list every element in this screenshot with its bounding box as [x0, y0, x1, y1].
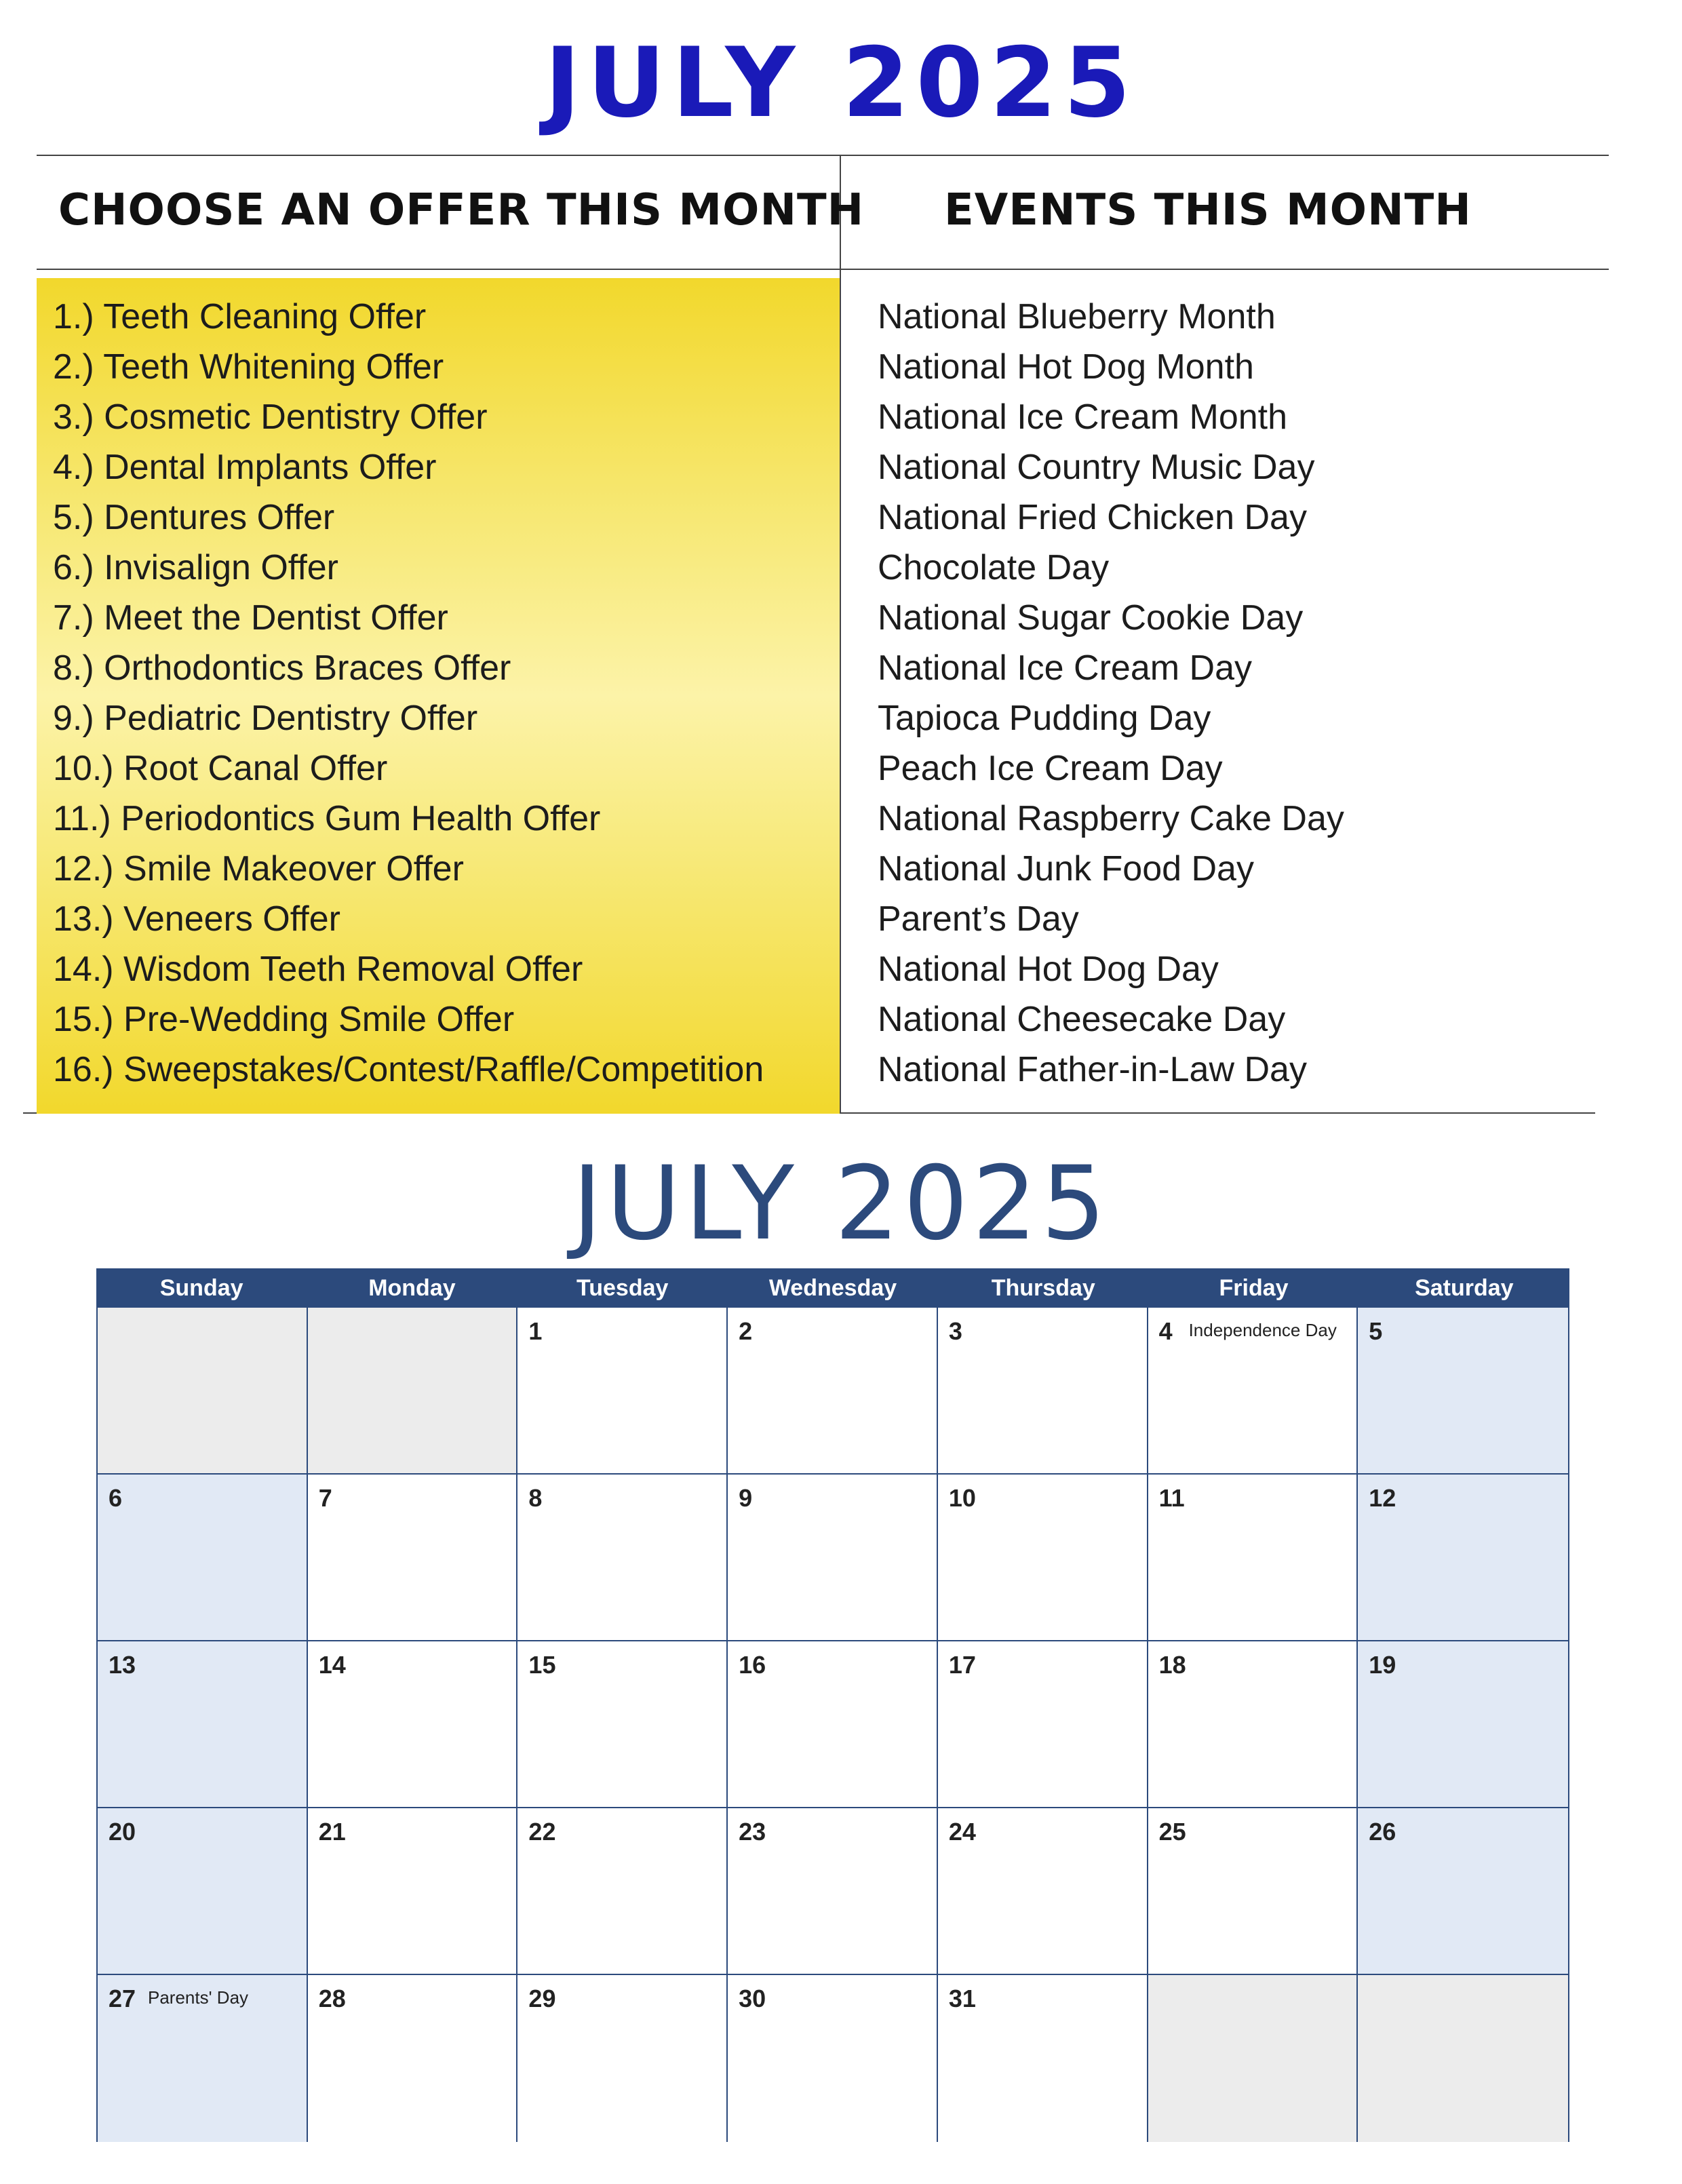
day-number: 15 — [528, 1651, 556, 1679]
table-header-rule — [37, 269, 1609, 270]
events-list — [878, 292, 1344, 1095]
event-item: National Hot Dog Month — [878, 347, 1254, 387]
calendar-day-cell — [728, 1641, 938, 1808]
day-number: 14 — [318, 1651, 346, 1679]
calendar-day-cell — [1358, 1308, 1568, 1475]
calendar-day-cell — [517, 1308, 728, 1475]
calendar-title: JULY 2025 — [572, 1145, 1110, 1263]
calendar-day-cell — [1358, 1808, 1568, 1975]
offer-item: 15.) Pre-Wedding Smile Offer — [53, 1000, 515, 1039]
calendar-day-cell — [938, 1475, 1148, 1641]
day-number: 4 — [1158, 1317, 1173, 1345]
day-number: 22 — [528, 1818, 556, 1846]
offer-item: 14.) Wisdom Teeth Removal Offer — [53, 950, 583, 989]
day-number: 11 — [1158, 1484, 1185, 1512]
offer-item: 3.) Cosmetic Dentistry Offer — [53, 397, 488, 437]
weekday-label: Friday — [1219, 1275, 1289, 1301]
day-number: 17 — [948, 1651, 976, 1679]
calendar-empty-cell — [98, 1308, 308, 1475]
calendar-day-cell — [308, 1641, 518, 1808]
offer-item: 9.) Pediatric Dentistry Offer — [53, 699, 478, 738]
calendar-day-cell — [938, 1808, 1148, 1975]
day-number: 31 — [948, 1985, 976, 2012]
calendar-day-cell — [98, 1475, 308, 1641]
event-item: National Father-in-Law Day — [878, 1050, 1307, 1089]
calendar-empty-cell — [308, 1308, 518, 1475]
calendar-day-cell — [1148, 1308, 1358, 1475]
calendar-day-cell — [938, 1975, 1148, 2142]
calendar-empty-cell — [1358, 1975, 1568, 2142]
weekday-label: Wednesday — [768, 1275, 897, 1301]
event-item: Chocolate Day — [878, 548, 1110, 587]
day-number: 25 — [1158, 1818, 1186, 1846]
event-item: National Blueberry Month — [878, 297, 1276, 336]
weekday-label: Saturday — [1415, 1275, 1514, 1301]
calendar-day-cell — [1148, 1641, 1358, 1808]
holiday-label: Parents' Day — [148, 1987, 249, 2008]
calendar-day-cell — [308, 1808, 518, 1975]
day-number: 28 — [318, 1985, 346, 2012]
events-heading: EVENTS THIS MONTH — [944, 185, 1472, 235]
weekday-label: Sunday — [159, 1275, 243, 1301]
event-item: National Ice Cream Month — [878, 397, 1288, 437]
day-number: 29 — [528, 1985, 556, 2012]
calendar-day-cell — [1148, 1808, 1358, 1975]
event-item: National Ice Cream Day — [878, 648, 1252, 688]
offer-item: 1.) Teeth Cleaning Offer — [53, 297, 427, 336]
offer-item: 6.) Invisalign Offer — [53, 548, 339, 587]
day-number: 8 — [528, 1484, 543, 1512]
day-number: 19 — [1369, 1651, 1396, 1679]
day-number: 18 — [1158, 1651, 1186, 1679]
day-number: 1 — [528, 1317, 543, 1345]
event-item: Tapioca Pudding Day — [878, 699, 1211, 738]
calendar-day-cell — [517, 1641, 728, 1808]
day-number: 5 — [1369, 1317, 1383, 1345]
event-item: National Hot Dog Day — [878, 950, 1219, 989]
day-number: 9 — [739, 1484, 753, 1512]
day-number: 30 — [739, 1985, 766, 2012]
table-top-rule — [37, 155, 1609, 156]
event-item: Parent’s Day — [878, 899, 1079, 939]
offer-item: 11.) Periodontics Gum Health Offer — [53, 799, 601, 838]
day-number: 23 — [739, 1818, 766, 1846]
offer-item: 5.) Dentures Offer — [53, 498, 335, 537]
calendar-day-cell — [517, 1475, 728, 1641]
table-column-divider — [840, 155, 841, 1114]
day-number: 7 — [318, 1484, 332, 1512]
day-number: 16 — [739, 1651, 766, 1679]
calendar-day-cell — [728, 1475, 938, 1641]
day-number: 10 — [948, 1484, 976, 1512]
day-number: 24 — [948, 1818, 976, 1846]
calendar-day-cell — [728, 1808, 938, 1975]
calendar-grid — [96, 1308, 1569, 2142]
offer-item: 16.) Sweepstakes/Contest/Raffle/Competition — [53, 1050, 764, 1089]
offer-item: 12.) Smile Makeover Offer — [53, 849, 464, 889]
offer-item: 10.) Root Canal Offer — [53, 749, 388, 788]
calendar-day-cell — [938, 1641, 1148, 1808]
calendar-empty-cell — [1148, 1975, 1358, 2142]
day-number: 3 — [948, 1317, 962, 1345]
calendar-day-cell — [308, 1975, 518, 2142]
day-number: 13 — [109, 1651, 136, 1679]
day-number: 20 — [109, 1818, 136, 1846]
day-number: 6 — [109, 1484, 123, 1512]
calendar-day-cell — [728, 1308, 938, 1475]
day-number: 2 — [739, 1317, 753, 1345]
event-item: National Cheesecake Day — [878, 1000, 1286, 1039]
offer-item: 7.) Meet the Dentist Offer — [53, 598, 448, 638]
event-item: National Sugar Cookie Day — [878, 598, 1304, 638]
calendar-day-cell — [98, 1975, 308, 2142]
calendar-day-cell — [98, 1641, 308, 1808]
calendar-day-cell — [1148, 1475, 1358, 1641]
event-item: National Raspberry Cake Day — [878, 799, 1344, 838]
offer-item: 8.) Orthodontics Braces Offer — [53, 648, 511, 688]
weekday-label: Thursday — [991, 1275, 1095, 1301]
day-number: 27 — [109, 1985, 136, 2012]
calendar-weekday-header — [96, 1268, 1569, 1308]
calendar-day-cell — [517, 1808, 728, 1975]
calendar-day-cell — [938, 1308, 1148, 1475]
calendar-day-cell — [308, 1475, 518, 1641]
offers-list — [53, 292, 764, 1095]
day-number: 26 — [1369, 1818, 1396, 1846]
offer-item: 2.) Teeth Whitening Offer — [53, 347, 444, 387]
event-item: National Junk Food Day — [878, 849, 1254, 889]
day-number: 21 — [318, 1818, 346, 1846]
calendar-day-cell — [98, 1808, 308, 1975]
calendar — [96, 1268, 1569, 2184]
weekday-label: Tuesday — [576, 1275, 669, 1301]
event-item: National Country Music Day — [878, 448, 1315, 487]
offers-heading: CHOOSE AN OFFER THIS MONTH — [58, 185, 865, 235]
offer-item: 4.) Dental Implants Offer — [53, 448, 437, 487]
calendar-day-cell — [1358, 1641, 1568, 1808]
calendar-day-cell — [728, 1975, 938, 2142]
calendar-day-cell — [517, 1975, 728, 2142]
holiday-label: Independence Day — [1188, 1320, 1337, 1340]
calendar-day-cell — [1358, 1475, 1568, 1641]
offer-item: 13.) Veneers Offer — [53, 899, 340, 939]
event-item: National Fried Chicken Day — [878, 498, 1307, 537]
page-title: JULY 2025 — [545, 27, 1137, 139]
event-item: Peach Ice Cream Day — [878, 749, 1223, 788]
weekday-label: Monday — [368, 1275, 456, 1301]
day-number: 12 — [1369, 1484, 1396, 1512]
